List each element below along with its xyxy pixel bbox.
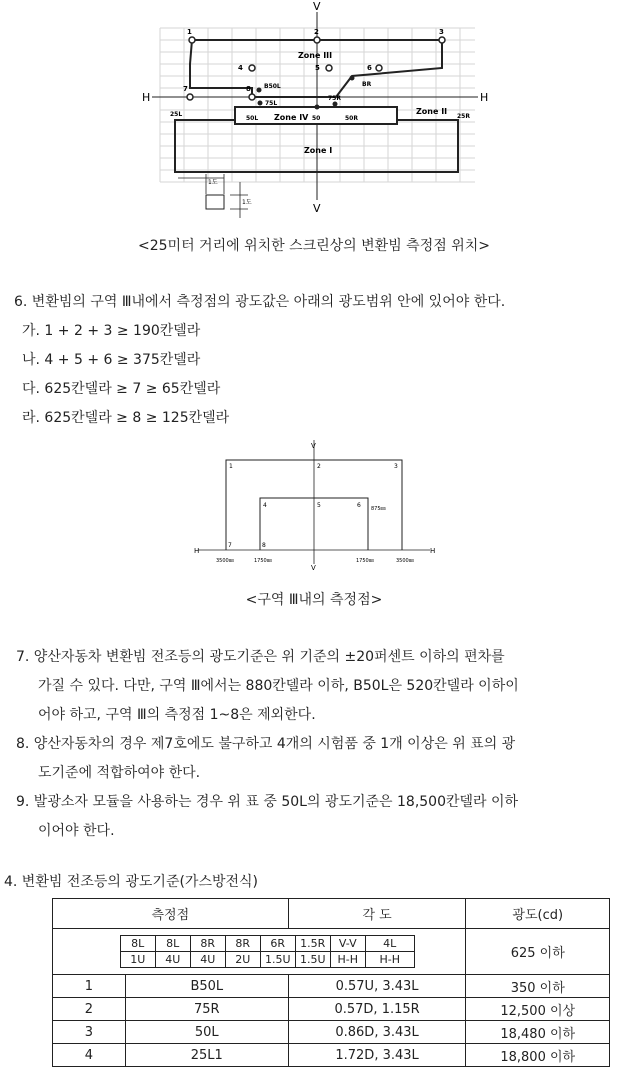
point-8: 8 <box>246 85 251 93</box>
section4-title: 4. 변환빔 전조등의 광도기준(가스방전식) <box>4 874 259 890</box>
axis-v-bottom: V <box>313 202 321 215</box>
inner-point: 8L <box>120 936 155 952</box>
table-row <box>53 1044 610 1067</box>
section6-item-c: 다. 625칸델라 ≥ 7 ≥ 65칸델라 <box>22 381 221 397</box>
inner-value: 625 이하 <box>466 929 610 975</box>
header-value: 광도(cd) <box>466 899 610 929</box>
table-row <box>53 1021 610 1044</box>
inner-point: 4U <box>155 952 190 968</box>
point-3: 3 <box>439 28 444 36</box>
section7-line1: 7. 양산자동차 변환빔 전조등의 광도기준은 위 기준의 ±20퍼센트 이하의 편차를 <box>16 649 505 665</box>
inner-point: 2U <box>225 952 260 968</box>
inner-angle: H-H <box>330 952 365 968</box>
point-50l: 50L <box>246 115 259 122</box>
inner-point: 8R <box>190 936 225 952</box>
point-7: 7 <box>228 542 232 549</box>
section6-item-d: 라. 625칸델라 ≥ 8 ≥ 125칸델라 <box>22 410 230 426</box>
dim-3500-left: 3500㎜ <box>216 558 234 564</box>
row-angle: 0.57D, 1.15R <box>288 998 466 1021</box>
row-point: B50L <box>125 975 288 998</box>
zone-1-label: Zone I <box>304 146 333 155</box>
row-no: 3 <box>53 1021 126 1044</box>
point-5: 5 <box>315 64 320 72</box>
inner-point: 6R <box>260 936 295 952</box>
inner-point: 1U <box>120 952 155 968</box>
inner-point: 8L <box>155 936 190 952</box>
axis-h-left: H <box>194 547 200 555</box>
grid-label-horizontal: 1도 <box>208 179 218 186</box>
table-row <box>53 975 610 998</box>
axis-h-right: H <box>430 547 436 555</box>
inner-point: 1.5U <box>260 952 295 968</box>
section6-item-b: 나. 4 + 5 + 6 ≥ 375칸델라 <box>22 352 201 368</box>
dim-1750-left: 1750㎜ <box>254 558 272 564</box>
inner-angle: 1.5U <box>295 952 330 968</box>
point-4: 4 <box>263 502 267 509</box>
inner-angle: 4L <box>365 936 414 952</box>
section6-title: 6. 변환빔의 구역 Ⅲ내에서 측정점의 광도값은 아래의 광도범위 안에 있어야 한다. <box>14 294 506 310</box>
point-br: BR <box>362 81 372 88</box>
section7-line3: 어야 하고, 구역 Ⅲ의 측정점 1~8은 제외한다. <box>38 707 316 723</box>
axis-h-right: H <box>480 91 489 104</box>
section8-line1: 8. 양산자동차의 경우 제7호에도 불구하고 4개의 시험품 중 1개 이상은 위 표의 광 <box>16 736 516 752</box>
inner-angle: V-V <box>330 936 365 952</box>
section9-line1: 9. 발광소자 모듈을 사용하는 경우 위 표 중 50L의 광도기준은 18,500칸델라 이하 <box>16 794 519 810</box>
point-75l: 75L <box>265 100 278 107</box>
axis-v-top: V <box>313 0 321 13</box>
row-angle: 0.57U, 3.43L <box>288 975 466 998</box>
row-point: 75R <box>125 998 288 1021</box>
point-2: 2 <box>317 463 321 470</box>
screen-measurement-diagram <box>140 0 490 222</box>
row-value: 12,500 이상 <box>466 998 610 1021</box>
inner-point: 4U <box>190 952 225 968</box>
section8-line2: 도기준에 적합하여야 한다. <box>38 765 201 781</box>
point-1: 1 <box>229 463 233 470</box>
diagram1-caption: <25미터 거리에 위치한 스크린상의 변환빔 측정점 위치> <box>138 238 490 254</box>
point-6: 6 <box>367 64 372 72</box>
diagram2-caption: <구역 Ⅲ내의 측정점> <box>245 592 383 608</box>
row-point: 50L <box>125 1021 288 1044</box>
inner-angle: 1.5R <box>295 936 330 952</box>
point-3: 3 <box>394 463 398 470</box>
inner-points-table <box>120 935 415 968</box>
table-row <box>53 998 610 1021</box>
luminance-table <box>52 898 610 1067</box>
point-5: 5 <box>317 502 321 509</box>
dim-3500-right: 3500㎜ <box>396 558 414 564</box>
row-value: 18,800 이하 <box>466 1044 610 1067</box>
axis-h-left: H <box>142 91 151 104</box>
section7-line2: 가질 수 있다. 다만, 구역 Ⅲ에서는 880칸델라 이하, B50L은 520칸델라 이하이 <box>38 678 519 694</box>
zone-3-label: Zone III <box>298 51 333 60</box>
row-no: 2 <box>53 998 126 1021</box>
section9-line2: 이어야 한다. <box>38 823 115 839</box>
header-point: 측정점 <box>53 899 289 929</box>
inner-points-cell <box>53 929 466 975</box>
point-2: 2 <box>314 28 319 36</box>
zone-4-label: Zone IV <box>274 113 309 122</box>
point-7: 7 <box>183 85 188 93</box>
zone3-measurement-diagram <box>190 436 440 572</box>
point-b50l: B50L <box>264 83 281 90</box>
section6-item-a: 가. 1 + 2 + 3 ≥ 190칸델라 <box>22 323 201 339</box>
point-50r: 50R <box>345 115 358 122</box>
row-angle: 0.86D, 3.43L <box>288 1021 466 1044</box>
point-25l: 25L <box>170 111 183 118</box>
row-value: 350 이하 <box>466 975 610 998</box>
dim-1750-right: 1750㎜ <box>356 558 374 564</box>
row-value: 18,480 이하 <box>466 1021 610 1044</box>
point-25r: 25R <box>457 113 470 120</box>
axis-v-top: V <box>311 442 316 450</box>
grid-label-vertical: 1도 <box>242 199 252 206</box>
point-75r: 75R <box>328 95 341 102</box>
axis-v-bottom: V <box>311 564 316 572</box>
row-no: 1 <box>53 975 126 998</box>
header-angle: 각 도 <box>288 899 466 929</box>
row-point: 25L1 <box>125 1044 288 1067</box>
point-1: 1 <box>187 28 192 36</box>
point-4: 4 <box>238 64 243 72</box>
point-6: 6 <box>357 502 361 509</box>
row-angle: 1.72D, 3.43L <box>288 1044 466 1067</box>
inner-point: 8R <box>225 936 260 952</box>
row-no: 4 <box>53 1044 126 1067</box>
zone-2-label: Zone II <box>416 107 448 116</box>
inner-angle: H-H <box>365 952 414 968</box>
point-50: 50 <box>312 115 321 122</box>
dim-875: 875㎜ <box>371 506 386 512</box>
point-8: 8 <box>262 542 266 549</box>
